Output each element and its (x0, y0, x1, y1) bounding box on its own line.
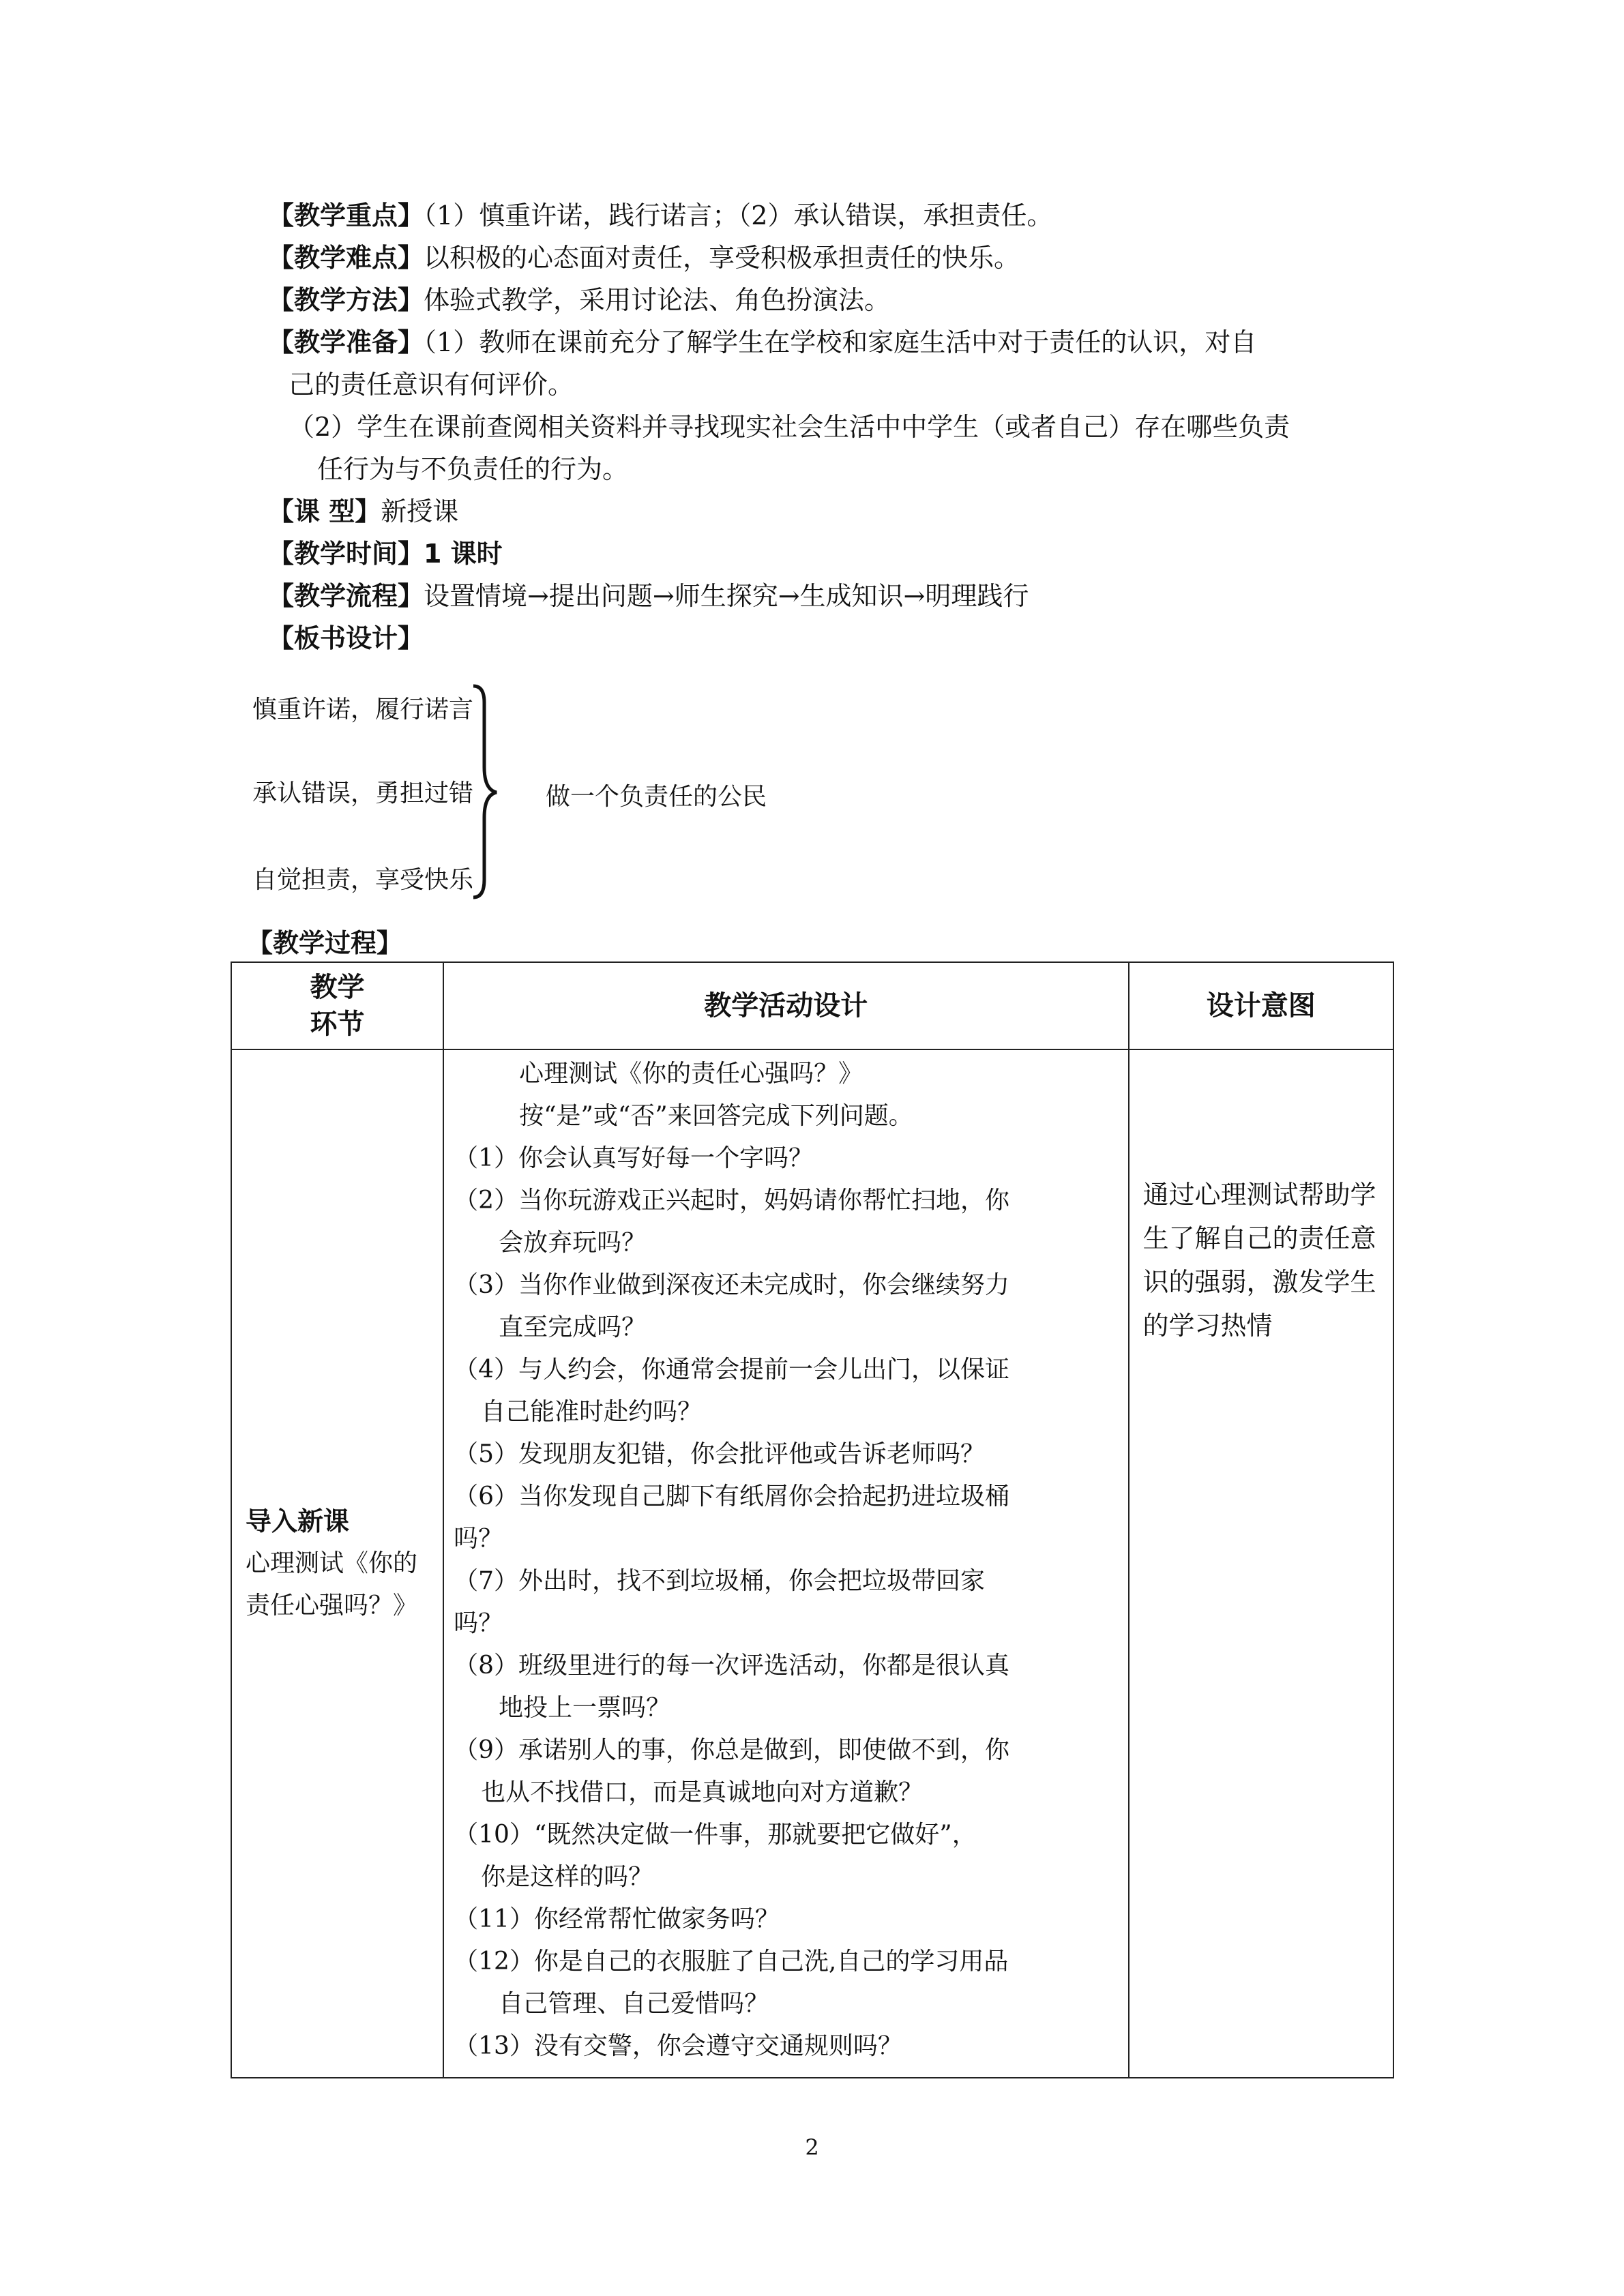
activity-cell (443, 1049, 1128, 2078)
board-item: 慎重许诺，履行诺言 (252, 696, 474, 724)
lesson-flow: 【教学流程】设置情境→提出问题→师生探究→生成知识→明理践行 (268, 581, 1029, 611)
stage-name: 导入新课 (246, 1506, 350, 1536)
activity-title: 心理测试《你的责任心强吗？》 (519, 1060, 863, 1088)
lesson-time: 【教学时间】1 课时 (268, 539, 503, 569)
lesson-info (268, 194, 1387, 659)
question-continuation: 你是这样的吗？ (481, 1863, 653, 1891)
board-item: 自觉担责，享受快乐 (252, 866, 474, 894)
question-text: （11）你经常帮忙做家务吗？ (454, 1905, 780, 1933)
teaching-method: 【教学方法】体验式教学，采用讨论法、角色扮演法。 (268, 285, 891, 315)
question-text: （2）当你玩游戏正兴起时，妈妈请你帮忙扫地，你 (454, 1187, 1009, 1214)
question-continuation: 也从不找借口，而是真诚地向对方道歉？ (481, 1778, 924, 1806)
stage-desc: 心理测试《你的责任心强吗？》 (246, 1549, 418, 1620)
question-continuation: 吗？ (454, 1525, 503, 1553)
teaching-prep: 【教学准备】（1）教师在课前充分了解学生在学校和家庭生活中对于责任的认识，对自 (268, 327, 1257, 357)
header-intent: 设计意图 (1129, 962, 1393, 1049)
activity-instruction: 按“是”或“否”来回答完成下列问题。 (519, 1102, 913, 1130)
question-continuation: 会放弃玩吗？ (499, 1229, 647, 1257)
list-item (454, 1137, 1118, 1180)
question-text: （3）当你作业做到深夜还未完成时，你会继续努力 (454, 1271, 1009, 1299)
teaching-prep-cont: 己的责任意识有何评价。 (289, 370, 574, 400)
list-item (454, 1941, 1118, 2025)
question-text: （1）你会认真写好每一个字吗？ (454, 1144, 813, 1172)
board-summary: 做一个负责任的公民 (546, 783, 767, 811)
list-item (454, 1898, 1118, 1941)
question-continuation: 自己能准时赴约吗？ (481, 1398, 703, 1426)
question-text: （5）发现朋友犯错，你会批评他或告诉老师吗？ (454, 1440, 985, 1468)
teaching-focus: 【教学重点】（1）慎重许诺，践行诺言；（2）承认错误，承担责任。 (268, 200, 1053, 230)
question-text: （6）当你发现自己脚下有纸屑你会拾起扔进垃圾桶 (454, 1482, 1009, 1510)
question-list (454, 1137, 1118, 2068)
board-design (252, 682, 866, 907)
curly-brace-icon (471, 682, 539, 900)
question-text: （4）与人约会，你通常会提前一会儿出门，以保证 (454, 1356, 1009, 1384)
question-continuation: 直至完成吗？ (499, 1313, 647, 1341)
list-item (454, 1476, 1118, 1560)
lesson-type: 【课 型】新授课 (268, 496, 459, 526)
process-table (231, 961, 1394, 2078)
question-text: （8）班级里进行的每一次评选活动，你都是很认真 (454, 1652, 1009, 1680)
header-activity: 教学活动设计 (443, 962, 1128, 1049)
board-item: 承认错误，勇担过错 (252, 779, 474, 807)
list-item (454, 1560, 1118, 1645)
intent-cell: 通过心理测试帮助学生了解自己的责任意识的强弱，激发学生的学习热情 (1129, 1049, 1393, 2078)
question-continuation: 地投上一票吗？ (499, 1694, 671, 1722)
question-text: （7）外出时，找不到垃圾桶，你会把垃圾带回家 (454, 1567, 985, 1595)
list-item (454, 1264, 1118, 1349)
question-text: （12）你是自己的衣服脏了自己洗,自己的学习用品 (454, 1948, 1009, 1976)
list-item (454, 1729, 1118, 1814)
list-item (454, 1349, 1118, 1433)
list-item (454, 1645, 1118, 1729)
teaching-difficulty: 【教学难点】以积极的心态面对责任，享受积极承担责任的快乐。 (268, 243, 1020, 273)
question-continuation: 自己管理、自己爱惜吗？ (499, 1990, 769, 2018)
process-title: 【教学过程】 (247, 928, 403, 958)
question-continuation: 吗？ (454, 1609, 503, 1637)
page-number: 2 (805, 2134, 819, 2160)
teaching-prep-2: （2）学生在课前查阅相关资料并寻找现实社会生活中中学生（或者自己）存在哪些负责 (289, 412, 1290, 442)
board-design-label: 【板书设计】 (268, 623, 424, 653)
teaching-prep-2-cont: 任行为与不负责任的行为。 (317, 454, 629, 484)
stage-cell (231, 1049, 443, 2078)
header-stage: 教学 环节 (231, 962, 443, 1049)
question-text: （9）承诺别人的事，你总是做到，即使做不到，你 (454, 1736, 1009, 1764)
table-row (231, 1049, 1393, 2078)
question-text: （13）没有交警，你会遵守交通规则吗？ (454, 2032, 902, 2060)
question-text: （10）“既然决定做一件事，那就要把它做好”， (454, 1821, 977, 1849)
list-item (454, 1433, 1118, 1476)
table-header-row (231, 962, 1393, 1049)
list-item (454, 1814, 1118, 1898)
list-item (454, 2025, 1118, 2068)
list-item (454, 1180, 1118, 1264)
